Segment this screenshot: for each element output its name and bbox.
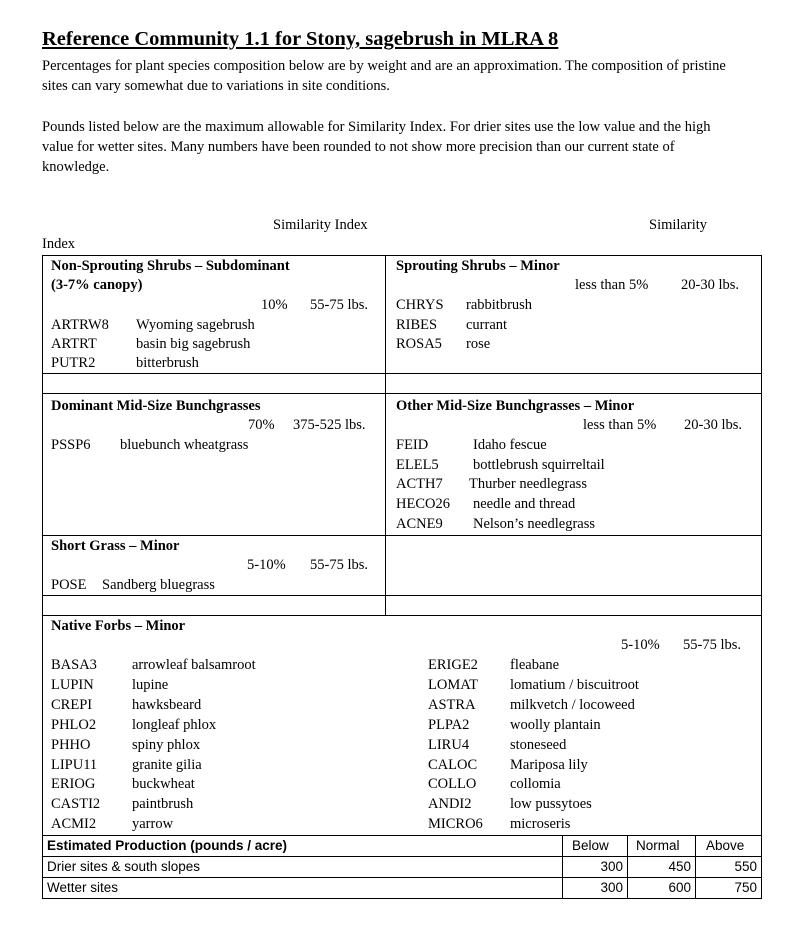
- short-grass-lbs: 55-75 lbs.: [310, 557, 368, 573]
- species-name: buckwheat: [132, 776, 195, 792]
- species-name: lomatium / biscuitroot: [510, 677, 639, 693]
- species-name: longleaf phlox: [132, 717, 217, 733]
- species-code: BASA3: [51, 657, 97, 673]
- non-sprouting-subtitle: (3-7% canopy): [51, 277, 143, 293]
- species-code: RIBES: [396, 317, 438, 333]
- other-mid-pct: less than 5%: [583, 417, 657, 433]
- species-name: bluebunch wheatgrass: [120, 437, 249, 453]
- species-code: FEID: [396, 437, 429, 453]
- species-code: ACNE9: [396, 516, 443, 532]
- species-code: PSSP6: [51, 437, 91, 453]
- species-name: rose: [466, 336, 491, 352]
- production-header-normal: Normal: [636, 838, 680, 853]
- composition-table: [42, 255, 762, 899]
- species-code: LOMAT: [428, 677, 478, 693]
- non-sprouting-pct: 10%: [261, 297, 288, 313]
- production-row-label: Wetter sites: [47, 880, 119, 895]
- species-code: ANDI2: [428, 796, 472, 812]
- species-code: ASTRA: [428, 697, 476, 713]
- production-value: 550: [734, 859, 757, 874]
- sprouting-pct: less than 5%: [575, 277, 649, 293]
- intro-paragraph-1: Percentages for plant species composition below are by weight and are an approximation. The composition of pristine sites can vary somewhat due to variations in site conditions.: [42, 58, 726, 94]
- species-name: microseris: [510, 816, 571, 832]
- production-value: 300: [600, 880, 623, 895]
- dominant-mid-title: Dominant Mid-Size Bunchgrasses: [51, 398, 261, 414]
- species-name: spiny phlox: [132, 737, 201, 753]
- species-code: CREPI: [51, 697, 93, 713]
- intro-paragraph-2: Pounds listed below are the maximum allowable for Similarity Index. For drier sites use the low value and the high value for wetter sites. Many numbers have been rounded to not show more precision than our current state of knowledge.: [42, 119, 711, 175]
- production-value: 600: [668, 880, 691, 895]
- production-value: 750: [734, 880, 757, 895]
- production-header-below: Below: [572, 838, 609, 853]
- production-header-above: Above: [706, 838, 745, 853]
- similarity-index-header: Similarity Index: [273, 217, 368, 233]
- species-code: ACMI2: [51, 816, 97, 832]
- dominant-mid-lbs: 375-525 lbs.: [293, 417, 366, 433]
- species-name: hawksbeard: [132, 697, 202, 713]
- species-name: Mariposa lily: [510, 757, 588, 773]
- forbs-title: Native Forbs – Minor: [51, 618, 186, 634]
- sprouting-lbs: 20-30 lbs.: [681, 277, 739, 293]
- species-name: bottlebrush squirreltail: [473, 457, 605, 473]
- species-code: ELEL5: [396, 457, 439, 473]
- species-code: ERIGE2: [428, 657, 478, 673]
- species-code: PHLO2: [51, 717, 97, 733]
- species-name: bitterbrush: [136, 355, 199, 371]
- species-code: MICRO6: [428, 816, 483, 832]
- dominant-mid-pct: 70%: [248, 417, 275, 433]
- species-code: PUTR2: [51, 355, 96, 371]
- species-name: Idaho fescue: [473, 437, 547, 453]
- index-header: Index: [42, 236, 76, 252]
- species-name: granite gilia: [132, 757, 202, 773]
- species-code: HECO26: [396, 496, 450, 512]
- species-code: COLLO: [428, 776, 477, 792]
- species-code: ARTRW8: [51, 317, 109, 333]
- forbs-pct: 5-10%: [621, 637, 660, 653]
- species-name: paintbrush: [132, 796, 194, 812]
- species-name: lupine: [132, 677, 169, 693]
- species-code: LIRU4: [428, 737, 470, 753]
- species-name: low pussytoes: [510, 796, 592, 812]
- species-code: PHHO: [51, 737, 91, 753]
- species-code: ARTRT: [51, 336, 97, 352]
- species-name: Wyoming sagebrush: [136, 317, 255, 333]
- species-code: PLPA2: [428, 717, 470, 733]
- species-code: ERIOG: [51, 776, 96, 792]
- production-value: 300: [600, 859, 623, 874]
- species-code: ROSA5: [396, 336, 442, 352]
- species-name: Sandberg bluegrass: [102, 577, 215, 593]
- species-name: milkvetch / locoweed: [510, 697, 635, 713]
- species-name: Thurber needlegrass: [469, 476, 587, 492]
- species-name: basin big sagebrush: [136, 336, 251, 352]
- non-sprouting-lbs: 55-75 lbs.: [310, 297, 368, 313]
- species-name: yarrow: [132, 816, 174, 832]
- species-name: needle and thread: [473, 496, 576, 512]
- short-grass-title: Short Grass – Minor: [51, 538, 180, 554]
- species-name: Nelson’s needlegrass: [473, 516, 596, 532]
- species-name: fleabane: [510, 657, 560, 673]
- other-mid-lbs: 20-30 lbs.: [684, 417, 742, 433]
- species-code: LUPIN: [51, 677, 94, 693]
- species-name: collomia: [510, 776, 561, 792]
- short-grass-pct: 5-10%: [247, 557, 286, 573]
- species-name: arrowleaf balsamroot: [132, 657, 256, 673]
- species-code: POSE: [51, 577, 87, 593]
- species-code: ACTH7: [396, 476, 443, 492]
- species-name: rabbitbrush: [466, 297, 533, 313]
- production-row-label: Drier sites & south slopes: [47, 859, 201, 874]
- species-name: woolly plantain: [510, 717, 601, 733]
- species-code: CHRYS: [396, 297, 444, 313]
- species-name: currant: [466, 317, 508, 333]
- page-title: Reference Community 1.1 for Stony, sagebrush in MLRA 8: [42, 28, 559, 50]
- species-name: stoneseed: [510, 737, 567, 753]
- species-code: CALOC: [428, 757, 478, 773]
- species-code: LIPU11: [51, 757, 98, 773]
- similarity-header: Similarity: [649, 217, 707, 233]
- sprouting-title: Sprouting Shrubs – Minor: [396, 258, 560, 274]
- non-sprouting-title: Non-Sprouting Shrubs – Subdominant: [51, 258, 290, 274]
- production-value: 450: [668, 859, 691, 874]
- other-mid-title: Other Mid-Size Bunchgrasses – Minor: [396, 398, 635, 414]
- forbs-lbs: 55-75 lbs.: [683, 637, 741, 653]
- production-title: Estimated Production (pounds / acre): [47, 838, 288, 853]
- species-code: CASTI2: [51, 796, 101, 812]
